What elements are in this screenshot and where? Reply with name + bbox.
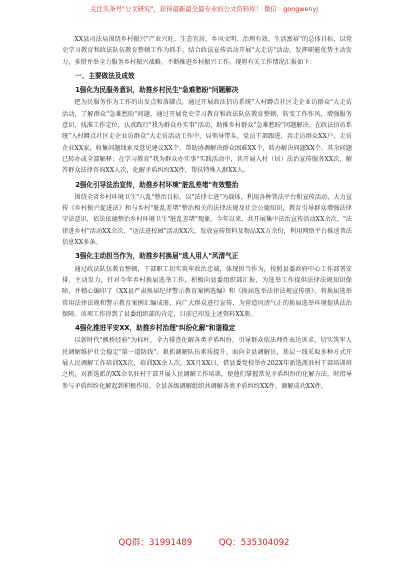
document-body xyxy=(62,34,352,392)
intro-paragraph: XX县司法局围绕乡村振兴"产业兴旺、生态宜居、乡风文明、治理有效、生活富裕"的总体目标，以党史学习教育和政法队伍教育整顿工作为抓手，结合政法宣传活动开展"大走访"活动，发挥职能优势主动发力，多措并举全力服务乡村振兴战略，不断推进乡村振兴工作。现将有关工作情况汇报如下： xyxy=(62,36,352,66)
footer-qq-group: QQ群：31991489 xyxy=(118,538,193,548)
item-3-body: 通过政法队伍教育整顿，干部职工切实筑牢政治忠诚，体现担当作为，按照县委政府中心工作部署安排，主动发力，针对今年乡村换届选举工作，积极向县委组织部汇报，为选举工作提供法律法规知识保障，并精心编印了《XX县严肃换届纪律警示教育案例选编》和《换届选举法律法规宣传册》，将换届选举常用法律法规和警示教育案例汇编成册，向广大群众进行宣传，为营造风清气正的换届选举环境提供法治保障。该项工作得到了县委组织部的肯定，目前已印发上述资料XX册。 xyxy=(62,265,352,318)
item-3-heading: 3强化主动担当作为，助推乡村换届"选人用人"风清气正 xyxy=(75,252,239,261)
item-4-body: 以新时代"枫桥经验"为标杆，全力排查化解各类矛盾纠纷，引导群众依法理性表达诉求，切实筑牢人民调解维护社会稳定"第一道防线"。狠抓调解队伍素质提升，面向全县调解员，基层一线采取多种方式开展人民调解工作培训XX次，培训XX余人次。XX月XX日，借县委党校举办202X年新选派驻村干部培训班之机，对新选派的XX余名驻村干部开展人民调解工作培训，使他们掌握常见矛盾纠纷的化解方法，时指导参与矛盾纠纷化解起到积极作用。全县各级调解组织共调解各类矛盾纠纷XX件，调解成功XX件， xyxy=(62,337,352,390)
item-2-body: 围绕全省乡村环境卫生"八乱"整治目标，以"法律七进"为载体，利用各种普法平台和宣传活动，大力宣传《乡村振兴促进法》和与乡村"脏乱差堵"整治相关的法律法规及社会公德知识，教育引导群众增强法律守法意识，依法依德整治乡村环境卫生"脏乱差堵"现象。今年以来，共开展集中法治宣传活动XX余次、"法律进乡村"活动XX余次、"送法进校园"活动XX次，发放宣传资料及物品XX万余份，利用网络平台推送普法信息XX多条。 xyxy=(62,193,352,247)
footer-qq: QQ：535304092 xyxy=(218,538,290,548)
section-heading: 一、主要做法及成效 xyxy=(75,71,135,80)
footer-contact xyxy=(0,536,408,550)
item-1-body: 把为民服务作为工作的出发点和落脚点，通过开展政法信访系统"入村蹲点社区走企业访群众"大走访活动，了解群众"急难愁盼"问题，通过开展党史学习教育和政法队伍教育整顿，转变工作作风，增强服务意识，找准工作定位，认真践行"我为群众办实事"活动，助推乡村群众"急难愁盼"问题解决。在政法信访系统"入村蹲点社区走企业访群众"大走访活动工作中，局领导带头、党员干部跟进，共走访群众XX户、走访企业XX家，收集问题线索及意见建议XX个，帮助协调解决群众困难XX个，转办解决问题XX个，其余问题已转办或全部解释；在学习教育"我为群众办实事"实践活动中，共开展入村（居）法治宣传服务XX次，解答群众法律咨询XX人次，化解矛盾纠纷XX件，帮扶特殊人群XX人。 xyxy=(62,99,352,175)
item-2-heading: 2强化引导法治宣传，助推乡村环境"脏乱差堵"有效整治 xyxy=(75,180,239,189)
item-1-heading: 1强化为民服务意识，助推乡村民生"急难愁盼"问题解决 xyxy=(75,86,239,95)
item-4-heading: 4强化推进平安XX，助推乡村治理"纠纷化解"和谐稳定 xyxy=(75,324,236,333)
header-banner: 关注头条号"公文研究"，获得最新最全最专业的公文资料库！ 微信：gongwenyj xyxy=(89,5,319,13)
